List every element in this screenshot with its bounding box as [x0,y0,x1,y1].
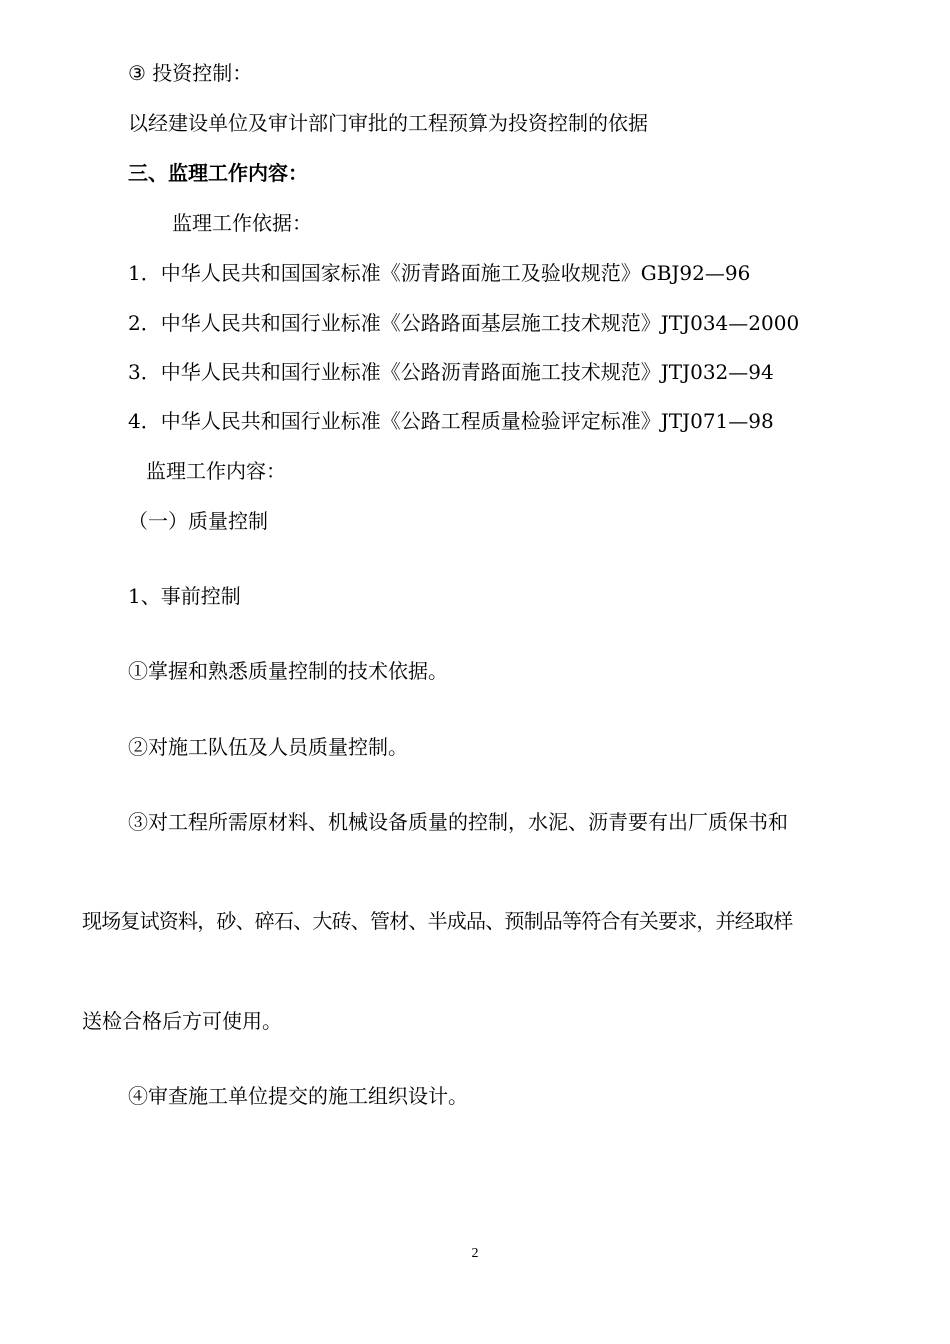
pre-control-title: 1、事前控制 [128,584,241,608]
standard-item-4: 4．中华人民共和国行业标准《公路工程质量检验评定标准》JTJ071—98 [128,409,774,433]
pre-control-item-3-line-3: 送检合格后方可使用。 [82,1009,282,1033]
pre-control-item-1: ①掌握和熟悉质量控制的技术依据。 [128,659,448,683]
pre-control-item-4: ④审查施工单位提交的施工组织设计。 [128,1084,468,1108]
pre-control-item-2: ②对施工队伍及人员质量控制。 [128,735,408,759]
investment-control-title: ③ 投资控制： [128,61,253,85]
content-title: 监理工作内容： [146,459,286,483]
investment-control-basis: 以经建设单位及审计部门审批的工程预算为投资控制的依据 [128,111,648,135]
standard-item-3: 3．中华人民共和国行业标准《公路沥青路面施工技术规范》JTJ032—94 [128,360,774,384]
section-three-title: 三、监理工作内容： [128,161,308,185]
page-number: 2 [471,1246,479,1261]
basis-title: 监理工作依据： [172,211,312,235]
standard-item-1: 1．中华人民共和国国家标准《沥青路面施工及验收规范》GBJ92—96 [128,261,751,285]
pre-control-item-3-line-1: ③对工程所需原材料、机械设备质量的控制，水泥、沥青要有出厂质保书和 [128,810,788,834]
pre-control-item-3-line-2: 现场复试资料，砂、碎石、大砖、管材、半成品、预制品等符合有关要求，并经取样 [82,909,793,933]
quality-control-title: （一）质量控制 [128,509,268,533]
standard-item-2: 2．中华人民共和国行业标准《公路路面基层施工技术规范》JTJ034—2000 [128,311,800,335]
